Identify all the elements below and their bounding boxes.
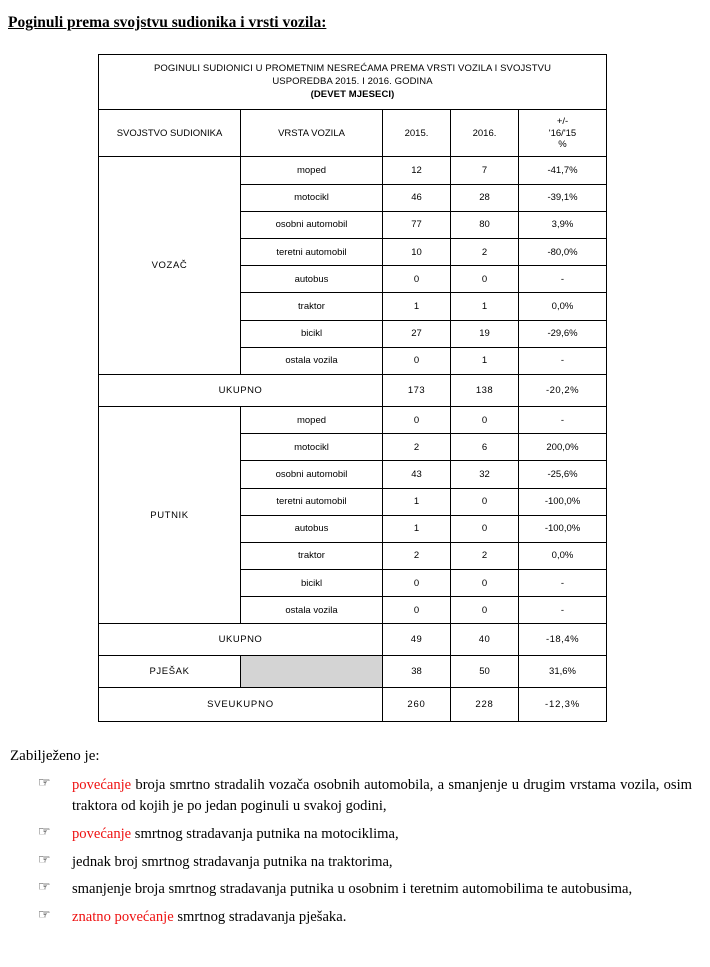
vehicle-type: teretni automobil xyxy=(241,488,383,515)
group-total-2016: 40 xyxy=(451,624,519,656)
pointing-hand-icon: ☞ xyxy=(38,776,51,792)
list-item-text: jednak broj smrtnog stradavanja putnika na traktorima, xyxy=(72,853,393,870)
statistics-table xyxy=(98,54,607,722)
value-2016: 2 xyxy=(451,239,519,266)
value-change: - xyxy=(519,406,607,433)
header-change-line-3: % xyxy=(558,139,567,151)
group-total-label: UKUPNO xyxy=(99,624,383,656)
vehicle-type: motocikl xyxy=(241,434,383,461)
value-change: 0,0% xyxy=(519,293,607,320)
value-change: 200,0% xyxy=(519,434,607,461)
value-2016: 0 xyxy=(451,597,519,624)
pedestrian-2015: 38 xyxy=(383,656,451,688)
value-change: -39,1% xyxy=(519,184,607,211)
value-change: -25,6% xyxy=(519,461,607,488)
value-2015: 27 xyxy=(383,320,451,347)
list-item xyxy=(38,907,692,928)
value-2016: 80 xyxy=(451,211,519,238)
group-label-vozac: VOZAČ xyxy=(99,157,241,375)
grand-total-2015: 260 xyxy=(383,688,451,722)
title-line-2: USPOREDBA 2015. I 2016. GODINA xyxy=(272,75,433,87)
value-2016: 19 xyxy=(451,320,519,347)
group-total-2015: 173 xyxy=(383,374,451,406)
group-total-2016: 138 xyxy=(451,374,519,406)
value-2016: 0 xyxy=(451,488,519,515)
group-label-putnik: PUTNIK xyxy=(99,406,241,624)
value-2016: 0 xyxy=(451,266,519,293)
value-change: -29,6% xyxy=(519,320,607,347)
value-2016: 0 xyxy=(451,515,519,542)
vehicle-type: ostala vozila xyxy=(241,347,383,374)
group-total-2015: 49 xyxy=(383,624,451,656)
value-change: 3,9% xyxy=(519,211,607,238)
value-change: -41,7% xyxy=(519,157,607,184)
highlighted-text: znatno povećanje xyxy=(72,909,174,926)
list-item xyxy=(38,879,692,900)
group-total-row xyxy=(99,624,607,656)
vehicle-type: osobni automobil xyxy=(241,461,383,488)
value-2016: 32 xyxy=(451,461,519,488)
table-row xyxy=(99,406,607,433)
page-title: Poginuli prema svojstvu sudionika i vrsti vozila: xyxy=(8,14,327,31)
table-body xyxy=(99,55,607,722)
pointing-hand-icon: ☞ xyxy=(38,824,51,840)
findings-list xyxy=(0,775,710,927)
value-2015: 0 xyxy=(383,570,451,597)
group-total-change: -20,2% xyxy=(519,374,607,406)
value-2015: 12 xyxy=(383,157,451,184)
value-2016: 2 xyxy=(451,542,519,569)
header-participant: SVOJSTVO SUDIONIKA xyxy=(99,110,241,157)
value-2015: 2 xyxy=(383,434,451,461)
value-change: -80,0% xyxy=(519,239,607,266)
grand-total-label: SVEUKUPNO xyxy=(99,688,383,722)
highlighted-text: povećanje xyxy=(72,825,132,842)
header-year-2016: 2016. xyxy=(451,110,519,157)
group-total-label: UKUPNO xyxy=(99,374,383,406)
pedestrian-row xyxy=(99,656,607,688)
list-item-text: smrtnog stradavanja pješaka. xyxy=(173,909,347,926)
header-change-line-2: '16/'15 xyxy=(548,127,577,139)
vehicle-type: ostala vozila xyxy=(241,597,383,624)
vehicle-type: osobni automobil xyxy=(241,211,383,238)
value-2015: 0 xyxy=(383,347,451,374)
value-2015: 0 xyxy=(383,266,451,293)
title-line-1: POGINULI SUDIONICI U PROMETNIM NESREĆAMA PREMA VRSTI VOZILA I SVOJSTVU xyxy=(153,63,552,74)
highlighted-text: povećanje xyxy=(72,777,132,794)
pedestrian-2016: 50 xyxy=(451,656,519,688)
vehicle-type: autobus xyxy=(241,515,383,542)
value-2016: 7 xyxy=(451,157,519,184)
value-2016: 6 xyxy=(451,434,519,461)
value-change: 0,0% xyxy=(519,542,607,569)
value-2016: 28 xyxy=(451,184,519,211)
pedestrian-vehicle-empty xyxy=(241,656,383,688)
value-change: - xyxy=(519,266,607,293)
pedestrian-change: 31,6% xyxy=(519,656,607,688)
group-total-row xyxy=(99,374,607,406)
document-page xyxy=(0,14,710,967)
value-change: - xyxy=(519,597,607,624)
vehicle-type: motocikl xyxy=(241,184,383,211)
vehicle-type: teretni automobil xyxy=(241,239,383,266)
vehicle-type: autobus xyxy=(241,266,383,293)
grand-total-row xyxy=(99,688,607,722)
value-change: - xyxy=(519,570,607,597)
header-vehicle: VRSTA VOZILA xyxy=(241,110,383,157)
value-2015: 46 xyxy=(383,184,451,211)
value-2015: 0 xyxy=(383,406,451,433)
value-2016: 0 xyxy=(451,406,519,433)
value-change: -100,0% xyxy=(519,488,607,515)
value-2016: 0 xyxy=(451,570,519,597)
list-item-text: smanjenje broja smrtnog stradavanja putnika u osobnim i teretnim automobilima te autobusima, xyxy=(72,881,633,898)
vehicle-type: traktor xyxy=(241,293,383,320)
value-2015: 1 xyxy=(383,515,451,542)
findings-intro: Zabilježeno je: xyxy=(10,748,100,765)
value-2015: 43 xyxy=(383,461,451,488)
vehicle-type: traktor xyxy=(241,542,383,569)
statistics-table-container xyxy=(98,54,606,722)
list-item xyxy=(38,824,692,845)
list-item xyxy=(38,775,692,816)
value-2016: 1 xyxy=(451,293,519,320)
value-change: -100,0% xyxy=(519,515,607,542)
header-change xyxy=(519,110,607,157)
value-2015: 77 xyxy=(383,211,451,238)
pointing-hand-icon: ☞ xyxy=(38,852,51,868)
value-2015: 2 xyxy=(383,542,451,569)
grand-total-change: -12,3% xyxy=(519,688,607,722)
title-line-3: (DEVET MJESECI) xyxy=(310,88,395,100)
vehicle-type: moped xyxy=(241,406,383,433)
value-2015: 1 xyxy=(383,488,451,515)
table-row xyxy=(99,157,607,184)
list-item xyxy=(38,852,692,873)
value-2015: 0 xyxy=(383,597,451,624)
table-title-cell xyxy=(99,55,607,110)
vehicle-type: bicikl xyxy=(241,570,383,597)
pedestrian-label: PJEŠAK xyxy=(99,656,241,688)
value-2015: 10 xyxy=(383,239,451,266)
value-2015: 1 xyxy=(383,293,451,320)
pointing-hand-icon: ☞ xyxy=(38,908,51,924)
table-header-row xyxy=(99,110,607,157)
vehicle-type: moped xyxy=(241,157,383,184)
header-change-line-1: +/- xyxy=(556,115,569,127)
header-year-2015: 2015. xyxy=(383,110,451,157)
value-2016: 1 xyxy=(451,347,519,374)
list-item-text: smrtnog stradavanja putnika na motociklima, xyxy=(131,825,399,842)
vehicle-type: bicikl xyxy=(241,320,383,347)
pointing-hand-icon: ☞ xyxy=(38,880,51,896)
table-title-row xyxy=(99,55,607,110)
group-total-change: -18,4% xyxy=(519,624,607,656)
value-change: - xyxy=(519,347,607,374)
list-item-text: broja smrtno stradalih vozača osobnih automobila, a smanjenje u drugim vrstama vozila, osim traktora od kojih je po jedan poginuli u svakoj godini, xyxy=(72,777,692,815)
grand-total-2016: 228 xyxy=(451,688,519,722)
